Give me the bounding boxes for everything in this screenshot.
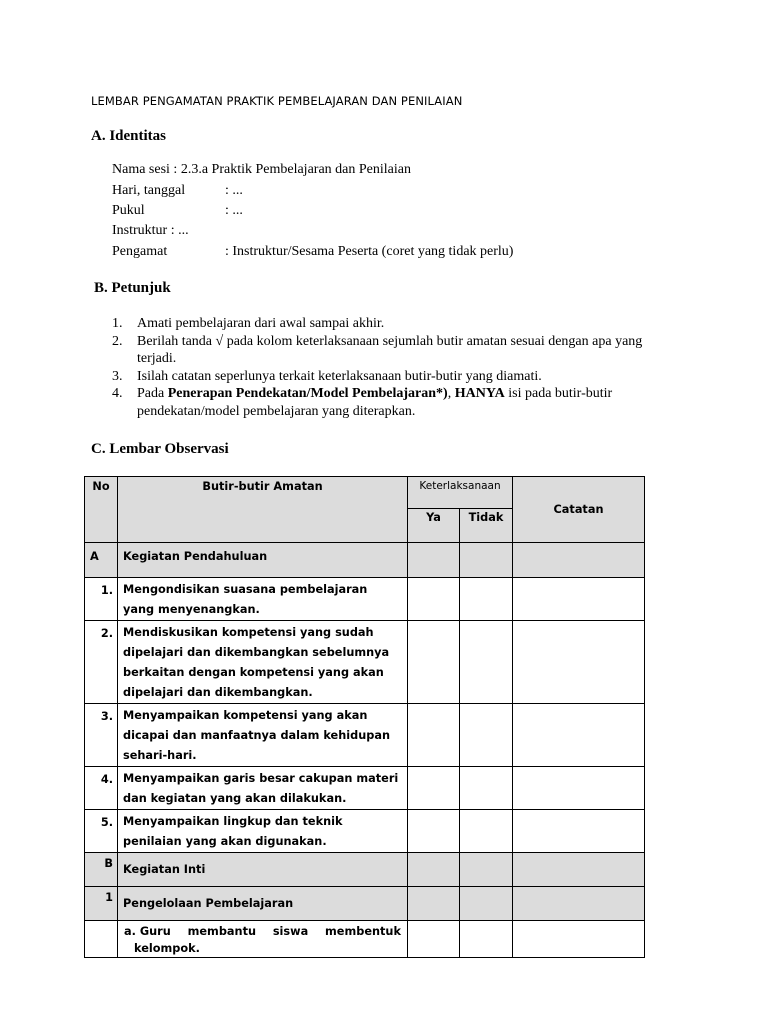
- table-row: [85, 704, 645, 767]
- instruction-text-pre: Pada: [137, 386, 168, 401]
- header-ya: Ya: [408, 509, 460, 543]
- tidak-cell[interactable]: [460, 921, 513, 958]
- section-b-label: Kegiatan Inti: [118, 853, 408, 887]
- header-catatan: Catatan: [513, 477, 645, 543]
- identity-instructor-label: Instruktur : ...: [112, 223, 189, 238]
- instruction-number: 3.: [112, 368, 123, 384]
- section-a-heading: A. Identitas: [91, 128, 167, 144]
- instruction-number: 4.: [112, 386, 123, 401]
- table-row-section-a: [85, 543, 645, 578]
- ya-cell[interactable]: [408, 887, 460, 921]
- catatan-cell[interactable]: [513, 887, 645, 921]
- table-row-subsection: [85, 887, 645, 921]
- table-row: [85, 810, 645, 853]
- instruction-text-mid: ,: [447, 386, 455, 401]
- identity-observer-value: : Instruktur/Sesama Peserta (coret yang tidak perlu): [225, 244, 514, 259]
- tidak-cell[interactable]: [460, 810, 513, 853]
- identity-date: [112, 183, 243, 199]
- catatan-cell[interactable]: [513, 810, 645, 853]
- instruction-list: [112, 315, 652, 420]
- section-b-heading: B. Petunjuk: [94, 280, 171, 296]
- header-tidak: Tidak: [460, 509, 513, 543]
- subsection-1-no: 1: [85, 887, 118, 921]
- empty-no-cell: [85, 921, 118, 958]
- identity-session-label: Nama sesi : 2.3.a Praktik Pembelajaran dan Penilaian: [112, 162, 411, 177]
- tidak-cell[interactable]: [460, 704, 513, 767]
- identity-observer-label: Pengamat: [112, 244, 168, 259]
- item-number: 3.: [85, 704, 118, 767]
- identity-session: [112, 162, 411, 178]
- table-row-section-b: [85, 853, 645, 887]
- ya-cell[interactable]: [408, 853, 460, 887]
- instruction-text: Berilah tanda √ pada kolom keterlaksanaan sejumlah butir amatan sesuai dengan apa yang terjadi.: [137, 333, 643, 366]
- instruction-number: 2.: [112, 333, 123, 349]
- instruction-item: [112, 333, 652, 368]
- table-row: [85, 578, 645, 621]
- item-number: 5.: [85, 810, 118, 853]
- catatan-cell[interactable]: [513, 578, 645, 621]
- catatan-cell[interactable]: [513, 621, 645, 704]
- ya-cell[interactable]: [408, 704, 460, 767]
- sub-item-continuation: kelompok.: [134, 942, 200, 955]
- instruction-bold-model: Penerapan Pendekatan/Model Pembelajaran*): [167, 386, 448, 401]
- sub-item-word: Guru: [139, 925, 171, 938]
- tidak-cell[interactable]: [460, 543, 513, 578]
- item-text: Menyampaikan lingkup dan teknik penilaian yang akan digunakan.: [118, 810, 408, 853]
- item-text: Menyampaikan garis besar cakupan materi dan kegiatan yang akan dilakukan.: [118, 767, 408, 810]
- ya-cell[interactable]: [408, 810, 460, 853]
- table-row: [85, 767, 645, 810]
- identity-date-value: : ...: [225, 183, 243, 198]
- catatan-cell[interactable]: [513, 921, 645, 958]
- catatan-cell[interactable]: [513, 704, 645, 767]
- identity-time-label: Pukul: [112, 203, 145, 218]
- instruction-item: [112, 385, 652, 420]
- table-row: [85, 921, 645, 958]
- instruction-text-post: isi pada butir-butir pendekatan/model pembelajaran yang diterapkan.: [137, 386, 613, 419]
- catatan-cell[interactable]: [513, 853, 645, 887]
- tidak-cell[interactable]: [460, 767, 513, 810]
- instruction-item: [112, 315, 652, 333]
- sub-item-word: membentuk: [325, 925, 401, 938]
- item-text: Mengondisikan suasana pembelajaran yang menyenangkan.: [118, 578, 408, 621]
- section-c-heading: C. Lembar Observasi: [91, 441, 229, 457]
- sub-item-marker: a.: [124, 925, 136, 938]
- section-a-no: A: [85, 543, 118, 578]
- header-keterlaksanaan: Keterlaksanaan: [408, 477, 513, 509]
- header-butir: Butir-butir Amatan: [118, 477, 408, 543]
- tidak-cell[interactable]: [460, 887, 513, 921]
- tidak-cell[interactable]: [460, 578, 513, 621]
- item-text: Menyampaikan kompetensi yang akan dicapai dan manfaatnya dalam kehidupan sehari-hari.: [118, 704, 408, 767]
- ya-cell[interactable]: [408, 543, 460, 578]
- tidak-cell[interactable]: [460, 853, 513, 887]
- catatan-cell[interactable]: [513, 767, 645, 810]
- catatan-cell[interactable]: [513, 543, 645, 578]
- identity-date-label: Hari, tanggal: [112, 183, 186, 198]
- instruction-item: [112, 368, 652, 386]
- item-number: 4.: [85, 767, 118, 810]
- table-row: [85, 621, 645, 704]
- sub-item-text: [118, 921, 408, 958]
- observation-table: [84, 476, 645, 958]
- section-a-label: Kegiatan Pendahuluan: [118, 543, 408, 578]
- sub-item-word: siswa: [272, 925, 309, 938]
- tidak-cell[interactable]: [460, 621, 513, 704]
- ya-cell[interactable]: [408, 621, 460, 704]
- ya-cell[interactable]: [408, 767, 460, 810]
- instruction-text: Amati pembelajaran dari awal sampai akhir.: [137, 316, 385, 331]
- subsection-1-label: Pengelolaan Pembelajaran: [118, 887, 408, 921]
- identity-time-value: : ...: [225, 203, 243, 218]
- header-no: No: [85, 477, 118, 543]
- instruction-bold-hanya: HANYA: [454, 386, 505, 401]
- identity-time: [112, 203, 243, 219]
- instruction-text: Isilah catatan seperlunya terkait keterlaksanaan butir-butir yang diamati.: [137, 368, 542, 384]
- ya-cell[interactable]: [408, 578, 460, 621]
- ya-cell[interactable]: [408, 921, 460, 958]
- sub-item-word: membantu: [187, 925, 257, 938]
- item-number: 2.: [85, 621, 118, 704]
- item-text: Mendiskusikan kompetensi yang sudah dipelajari dan dikembangkan sebelumnya berkaitan dengan kompetensi yang akan dipelajari dan dikembangkan.: [118, 621, 408, 704]
- section-b-no: B: [85, 853, 118, 887]
- identity-instructor: [112, 223, 189, 239]
- document-title: LEMBAR PENGAMATAN PRAKTIK PEMBELAJARAN DAN PENILAIAN: [91, 94, 463, 108]
- sub-item-first-line: [124, 923, 401, 940]
- identity-observer: [112, 244, 514, 260]
- item-number: 1.: [85, 578, 118, 621]
- instruction-number: 1.: [112, 316, 123, 331]
